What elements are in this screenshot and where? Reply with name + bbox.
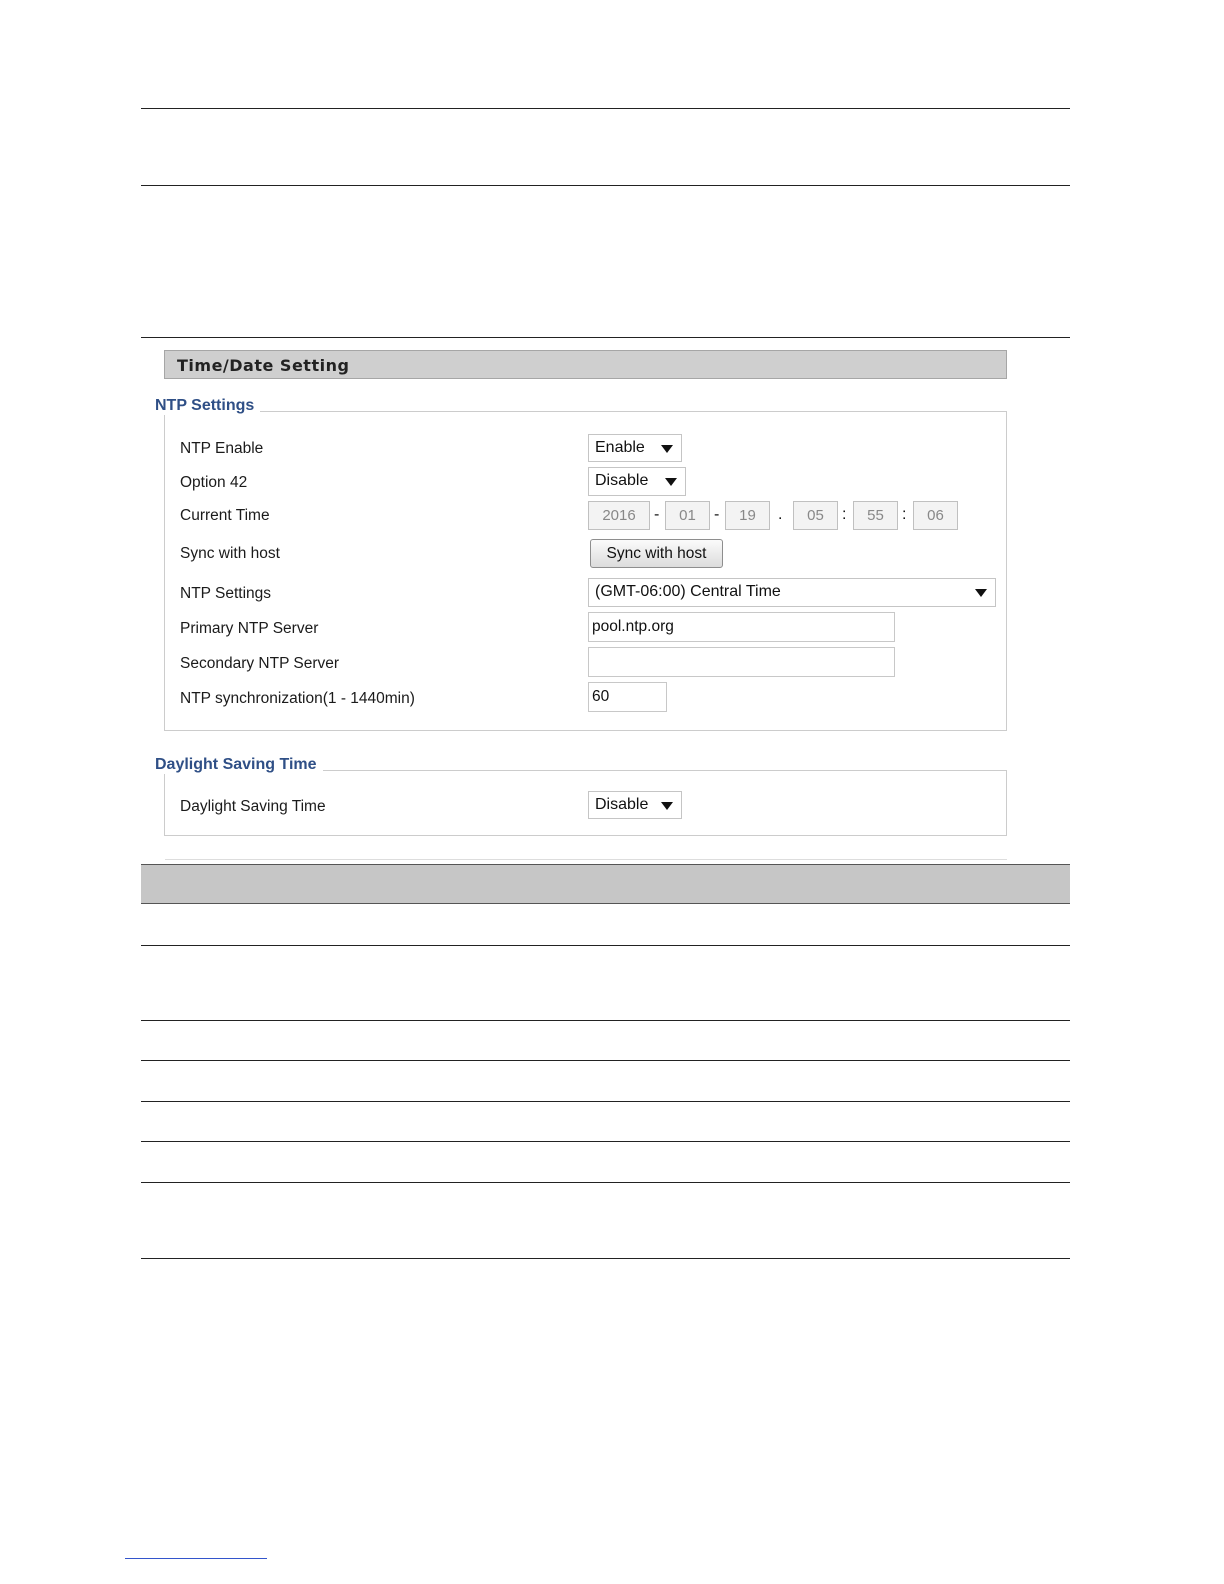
panel-title-bar — [164, 350, 1007, 379]
dst-label: Daylight Saving Time — [180, 798, 326, 815]
table-rule — [141, 945, 1070, 946]
chevron-down-icon — [661, 802, 673, 810]
ntp-sync-interval-label: NTP synchronization(1 - 1440min) — [180, 690, 415, 707]
secondary-ntp-server-label: Secondary NTP Server — [180, 655, 340, 672]
footer-link-underline — [125, 1558, 267, 1559]
date-separator: - — [654, 506, 660, 523]
ntp-enable-value: Enable — [595, 439, 645, 456]
time-separator: : — [902, 506, 907, 523]
chevron-down-icon — [975, 589, 987, 597]
chevron-down-icon — [665, 478, 677, 486]
sync-with-host-label: Sync with host — [180, 545, 280, 562]
sync-with-host-button[interactable]: Sync with host — [590, 539, 723, 568]
table-rule — [141, 337, 1070, 338]
ntp-settings-group — [164, 411, 1007, 731]
screenshot-bottom-edge — [165, 859, 1007, 860]
ntp-timezone-label: NTP Settings — [180, 585, 272, 602]
ntp-settings-legend: NTP Settings — [155, 397, 260, 415]
date-separator: - — [714, 506, 720, 523]
date-time-separator: . — [778, 506, 783, 523]
dst-legend: Daylight Saving Time — [155, 756, 323, 774]
hour-field[interactable]: 05 — [793, 501, 838, 530]
year-field[interactable]: 2016 — [588, 501, 650, 530]
dst-select[interactable] — [588, 791, 682, 819]
table-header-band — [141, 864, 1070, 904]
ntp-enable-label: NTP Enable — [180, 440, 264, 457]
option-42-value: Disable — [595, 472, 649, 489]
ntp-enable-select[interactable] — [588, 434, 682, 462]
table-rule — [141, 1141, 1070, 1142]
option-42-select[interactable] — [588, 467, 686, 496]
primary-ntp-server-label: Primary NTP Server — [180, 620, 319, 637]
secondary-ntp-server-input[interactable] — [588, 647, 895, 677]
table-rule — [141, 1060, 1070, 1061]
minute-field[interactable]: 55 — [853, 501, 898, 530]
current-time-label: Current Time — [180, 507, 270, 524]
month-field[interactable]: 01 — [665, 501, 710, 530]
table-rule — [141, 185, 1070, 186]
time-separator: : — [842, 506, 847, 523]
table-rule — [141, 1101, 1070, 1102]
day-field[interactable]: 19 — [725, 501, 770, 530]
dst-value: Disable — [595, 796, 649, 813]
timezone-value: (GMT-06:00) Central Time — [595, 583, 781, 600]
table-rule — [141, 108, 1070, 109]
option-42-label: Option 42 — [180, 474, 248, 491]
panel-title: Time/Date Setting — [177, 356, 350, 375]
ntp-sync-interval-input[interactable]: 60 — [588, 682, 667, 712]
timezone-select[interactable] — [588, 578, 996, 607]
chevron-down-icon — [661, 445, 673, 453]
table-rule — [141, 1182, 1070, 1183]
table-rule — [141, 1258, 1070, 1259]
second-field[interactable]: 06 — [913, 501, 958, 530]
table-rule — [141, 1020, 1070, 1021]
primary-ntp-server-input[interactable]: pool.ntp.org — [588, 612, 895, 642]
